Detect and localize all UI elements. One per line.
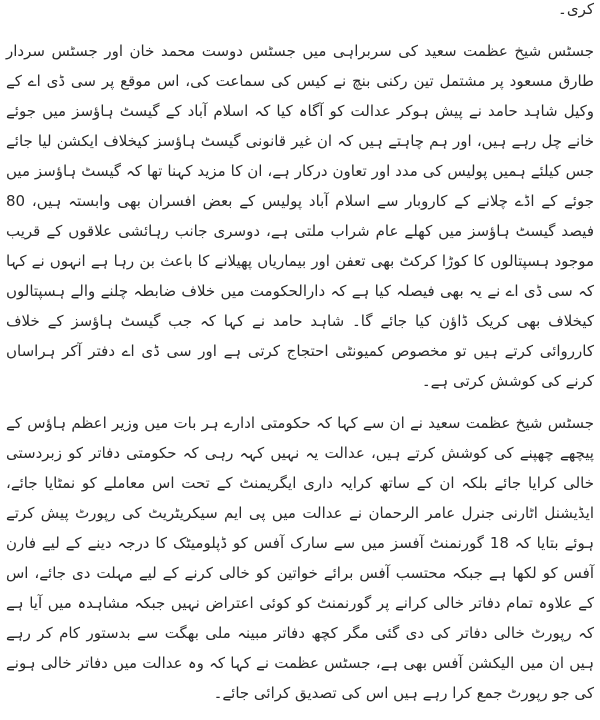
article-body xyxy=(6,0,594,720)
paragraph-1: کری۔ xyxy=(558,0,594,18)
paragraph-3: جسٹس شیخ عظمت سعید نے ان سے کہا کہ حکومتی ادارے ہر بات میں وزیر اعظم ہاؤس کے پیچھے چھپنے کی کوشش کرتے ہیں، عدالت یہ نہیں کہہ رہی کہ حکومتی دفاتر کو زبردستی خالی کرایا جائے بلکہ ان کے ساتھ کرایہ داری ایگریمنٹ کے تحت اس معاملے کو نمٹایا جائے، ایڈیشنل اٹارنی جنرل عامر الرحمان نے عدالت میں پی ایم سیکریٹریٹ کی رپورٹ پیش کرتے ہوئے بتایا کہ 18 گورنمنٹ آفسز میں سے سارک آفس کو ڈپلومیٹک کا درجہ دینے کے لیے فارن آفس کو لکھا ہے جبکہ محتسب آفس برائے خواتین کو خالی کرنے کے لیے مہلت دی جائے، اس کے علاوہ تمام دفاتر خالی کرانے پر گورنمنٹ کو کوئی اعتراض نہیں جبکہ مشاہدہ میں آیا ہے کہ رپورٹ خالی دفاتر کی دی گئی مگر کچھ دفاتر مبینہ ملی بھگت سے بدستور کام کر رہے ہیں ان میں الیکشن آفس بھی ہے، جسٹس عظمت نے کہا کہ وہ عدالت میں دفاتر خالی ہونے کی جو رپورٹ جمع کرا رہے ہیں اس کی تصدیق کرائی جائے۔ xyxy=(6,414,594,702)
paragraph-2: جسٹس شیخ عظمت سعید کی سربراہی میں جسٹس دوست محمد خان اور جسٹس سردار طارق مسعود پر مشتمل تین رکنی بنچ نے کیس کی سماعت کی، اس موقع پر سی ڈی اے کے وکیل شاہد حامد نے پیش ہوکر عدالت کو آگاہ کیا کہ اسلام آباد کے گیسٹ ہاؤسز میں جوئے خانے چل رہے ہیں، اور ہم چاہتے ہیں کہ ان غیر قانونی گیسٹ ہاؤسز کیخلاف ایکشن لیا جائے جس کیلئے ہمیں پولیس کی مدد اور تعاون درکار ہے، ان کا مزید کہنا تھا کہ گیسٹ ہاؤسز میں جوئے کے اڈے چلانے کے کاروبار سے اسلام آباد پولیس کے بعض افسران بھی وابستہ ہیں، 80 فیصد گیسٹ ہاؤسز میں کھلے عام شراب ملتی ہے، دوسری جانب رہائشی علاقوں کے قریب موجود ہسپتالوں کا کوڑا کرکٹ بھی تعفن اور بیماریاں پھیلانے کا باعث بن رہا ہے انہوں نے کہا کہ سی ڈی اے نے یہ بھی فیصلہ کیا ہے کہ دارالحکومت میں خلاف ضابطہ چلنے والے ہسپتالوں کیخلاف بھی کریک ڈاؤن کیا جائے گا۔ شاہد حامد نے کہا کہ جب گیسٹ ہاؤسز کے خلاف کارروائی کرتے ہیں تو مخصوص کمیونٹی احتجاج کرتی ہے اور سی ڈی اے دفتر آکر ہراساں کرنے کی کوشش کرتی ہے۔ xyxy=(6,42,594,390)
